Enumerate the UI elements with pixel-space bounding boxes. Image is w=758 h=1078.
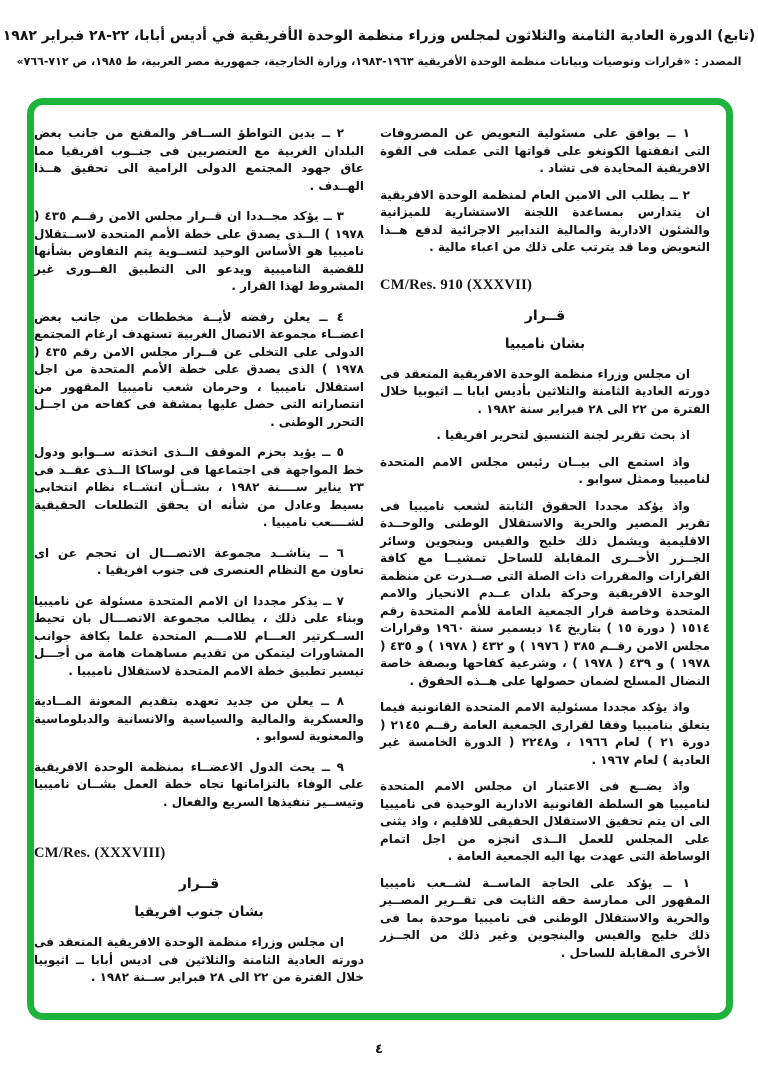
resolution-clause: ٥ ــ يؤيد بحزم الموقف الــذى اتخذته ســوابو ودول خط المواجهة فى اجتماعها فى لوساكا الــذى عقــد فى ٢٣ يناير ســــنة ١٩٨٢ ، بشــأن انشــاء نظام انتخابى بسيط وعادل من شأنه ان يحقق التطلعات الحقيقية لشــــعب ناميبيا . (34, 445, 365, 529)
resolution-subject: بشان ناميبيا (504, 335, 586, 352)
resolution-heading: قــرار (178, 876, 220, 892)
resolution-clause: ٤ ــ يعلن رفضه لأيــة مخططات من جانب بعض اعضــاء مجموعة الاتصال الغربية تستهدف ارغام المجتمع الدولى على التخلى عن قــرار مجلس الامن رقم ٤٣٥ ( ١٩٧٨ ) الذى يصدق على خطة الأمم المتحدة من اجل استقلال ناميبيا ، وحرمان شعب ناميبيا المقهور من انتصاراته التى حصل عليها بمشقة فى كفاحه من اجــل التحرر الوطنى . (34, 309, 364, 429)
resolution-preamble: اذ بحث تقرير لجنة التنسيق لتحرير افريقيا . (436, 428, 690, 442)
resolution-preamble: واذ يؤكد مجددا مسئولية الامم المتحدة القانونية فيما يتعلق بناميبيا وفقا لقرارى الجمعية العامة رقــم ٢١٤٥ ( دورة ٢١ ) لعام ١٩٦٦ ، و٢٢٤٨ ( الدورة الخامسة غير العادية ) لعام ١٩٦٧ . (380, 700, 710, 767)
resolution-preamble: ان مجلس وزراء منظمة الوحدة الافريقية المنعقد فى دورته العادية الثامنة والثلاثين فى اديس أبابا ــ اثيوبيا خلال الفترة من ٢٢ الى ٢٨ فبراير ســنة ١٩٨٢ . (34, 935, 364, 984)
page-header (0, 0, 758, 70)
resolution-clause: ١ ــ يؤكد على الحاجة الماســة لشــعب ناميبيا المقهور الى ممارسة حقه الثابت فى تقــرير المصــير والحرية والاستقلال الوطنى فى ناميبيا موحدة بما فى ذلك خليج والفيس والبنجوين وغير ذلك من الجــزر الأخرى المقابلة للساحل . (380, 875, 710, 960)
page-number: ٤ (375, 1042, 383, 1057)
left-column (34, 125, 364, 1003)
resolution-reference: CM/Res. (XXXVIII) (34, 845, 166, 861)
two-column-body (34, 105, 726, 1013)
resolution-clause: ٣ ــ يؤكد مجــددا ان قــرار مجلس الامن رقــم ٤٣٥ ( ١٩٧٨ ) الــذى يصدق على خطة الأمم المتحدة لاســتقلال ناميبيا هو الأساس الوحيد لتســوية يتم التفاوض بشأنها للقضية الناميبية ويدعو الى التطبيق الفــورى غير المشروط لهذا القرار . (34, 209, 364, 293)
resolution-subject: بشان جنوب افريقيا (134, 904, 264, 920)
right-column (380, 125, 710, 1003)
resolution-clause: ٨ ــ يعلن من جديد تعهده بتقديم المعونة المــادية والعسكرية والمالية والسياسية والانسانية والدبلوماسية والمعنوية لسوابو . (34, 694, 364, 743)
resolution-clause: ٦ ــ يناشــد مجموعة الاتصـــال ان تحجم عن اى تعاون مع النظام العنصرى فى جنوب افريقيا . (34, 545, 364, 577)
resolution-preamble: ان مجلس وزراء منظمة الوحدة الافريقية المنعقد فى دورته العادية الثامنة والثلاثين بأديس ابابا ــ اثيوبيا خلال الفترة من ٢٢ الى ٢٨ فبراير سنة ١٩٨٢ . (380, 366, 710, 416)
resolution-preamble: واذ استمع الى بيــان رئيس مجلس الامم المتحدة لناميبيا وممثل سوابو . (380, 454, 710, 486)
resolution-clause: ٩ ــ يحث الدول الاعضــاء بمنظمة الوحدة الافريقية على الوفاء بالتزاماتها تجاه خطة العمل بشــان ناميبيا وتيســير تنفيذها السريع والفعال . (34, 759, 364, 809)
resolution-preamble: واذ يضــع فى الاعتبار ان مجلس الامم المتحدة لناميبيا هو السلطة القانونية الادارية الوحيدة فى ناميبيا الى ان يتم تحقيق الاستقلال الحقيقى للاقليم ، واذ يثنى على المجلس للعمل الــذى انجزه من اجل اتمام الوساطة التى عهدت بها اليه الجمعية العامة . (380, 779, 710, 863)
resolution-clause: ٢ ــ يدين التواطؤ الســافر والمقنع من جانب بعض البلدان الغربية مع العنصريين فى جنــوب افريقيا مما عاق جهود المجتمع الدولى الرامية الى تحقيق هــذا الهــدف . (34, 126, 364, 193)
source-citation: المصدر : «قرارات وتوصيات وبيانات منظمة الوحدة الأفريقية ١٩٦٣-١٩٨٣، وزارة الخارجية، جمهورية مصر العربية، ط ١٩٨٥، ص ٧١٢-٧٦٦» (16, 55, 742, 68)
resolution-clause: ٢ ــ يطلب الى الامين العام لمنظمة الوحدة الافريقية ان يتدارس بمساعدة اللجنة الاستشارية للميزانية والشئون الادارية والمالية التدابير الاجرائية لدفع هــذا التعويض وما قد يترتب على ذلك من اعباء مالية . (380, 187, 710, 254)
resolution-clause: ٧ ــ يذكر مجددا ان الامم المتحدة مسئولة عن ناميبيا وبناء على ذلك ، يطالب مجموعة الاتصـــال بان تحيط الســكرتير العـــام للامـــم المتحدة علما بكافة جوانب المشاورات ليتمكن من تقديم مساهمات هامة من أجـــل تيسير تطبيق خطة الامم المتحدة لاستقلال ناميبيا . (34, 593, 364, 678)
green-frame (27, 98, 733, 1020)
resolution-clause: ١ ــ يوافق على مسئولية التعويض عن المصروفات التى انفقتها الكونغو على قواتها التى عملت فى القوة الافريقية المحايدة فى تشاد . (380, 126, 710, 175)
session-title: (تابع) الدورة العادية الثامنة والثلاثون لمجلس وزراء منظمة الوحدة الأفريقية في أديس أبابا، ٢٢-٢٨ فبراير ١٩٨٢ (2, 28, 756, 44)
resolution-reference: CM/Res. 910 (XXXVII) (380, 276, 533, 293)
resolution-heading: قــرار (524, 307, 566, 324)
resolution-preamble: واذ يؤكد مجددا الحقوق الثابتة لشعب ناميبيا فى تقرير المصير والحرية والاستقلال الوطنى والوحــدة الاقليمية ويشمل ذلك خليج والفيس وبنجوين وسائر الجــزر الأخــرى المقابلة للساحل تمشيــا مع كافة القرارات والمقررات ذات الصلة التى صــدرت عن منظمة الوحدة الافريقية وحركة بلدان عــدم الانحياز والامم المتحدة وخاصة قرار الجمعية العامة للأمم المتحدة رقم ١٥١٤ ( دورة ١٥ ) بتاريخ ١٤ ديسمبر سنة ١٩٦٠ وقرارات مجلس الامن رقــم ٣٨٥ ( ١٩٧٦ ) و ٤٣٢ ( ١٩٧٨ ) و ٤٣٥ ( ١٩٧٨ ) و ٤٣٩ ( ١٩٧٨ ) ، وشرعية كفاحها وبصفة خاصة النضال المسلح لضمان حصولها على هــذه الحقوق . (380, 498, 711, 688)
